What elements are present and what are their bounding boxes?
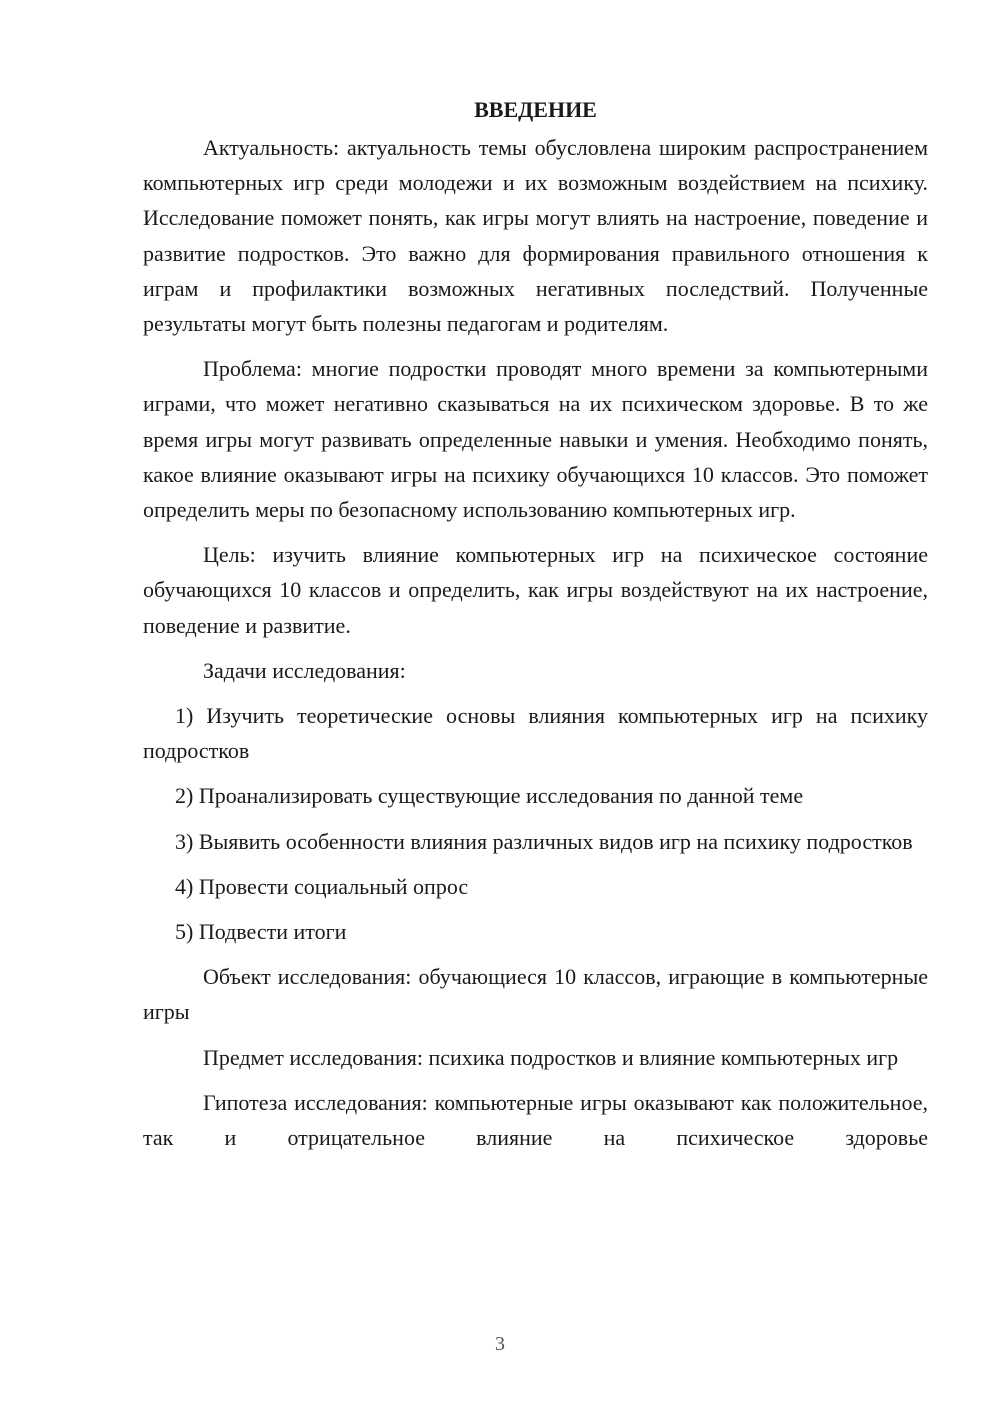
paragraph-object: Объект исследования: обучающиеся 10 классов, играющие в компьютерные игры (143, 964, 928, 1025)
page-title: ВВЕДЕНИЕ (474, 97, 597, 122)
paragraph-subject: Предмет исследования: психика подростков и влияние компьютерных игр (203, 1044, 899, 1070)
paragraph-relevance: Актуальность: актуальность темы обусловлена широким распространением компьютерных игр среди молодежи и их возможным воздействием на психику. Исследование поможет понять, как игры могут влиять на настроение, поведение и развитие подростков. Это важно для формирования правильного отношения к играм и профилактики возможных негативных последствий. Полученные результаты могут быть полезны педагогам и родителям. (143, 135, 928, 337)
paragraph-problem: Проблема: многие подростки проводят много времени за компьютерными играми, что может негативно сказываться на их психическом здоровье. В то же время игры могут развивать определенные навыки и умения. Необходимо понять, какое влияние оказывают игры на психику обучающихся 10 классов. Это поможет определить меры по безопасному использованию компьютерных игр. (143, 356, 928, 523)
task-item-1: 1) Изучить теоретические основы влияния компьютерных игр на психику подростков (143, 703, 928, 764)
task-item-2: 2) Проанализировать существующие исследования по данной теме (175, 783, 804, 809)
paragraph-goal: Цель: изучить влияние компьютерных игр на психическое состояние обучающихся 10 классов и определить, как игры воздействуют на их настроение, поведение и развитие. (143, 542, 928, 638)
task-item-5: 5) Подвести итоги (175, 919, 347, 945)
document-page (143, 92, 928, 1165)
page-number: 3 (495, 1333, 505, 1355)
paragraph-hypothesis: Гипотеза исследования: компьютерные игры оказывают как положительное, так и отрицательное влияние на психическое здоровье (143, 1089, 928, 1151)
task-item-4: 4) Провести социальный опрос (175, 873, 469, 899)
task-item-3: 3) Выявить особенности влияния различных видов игр на психику подростков (175, 828, 913, 854)
paragraph-tasks-heading: Задачи исследования: (203, 657, 406, 683)
